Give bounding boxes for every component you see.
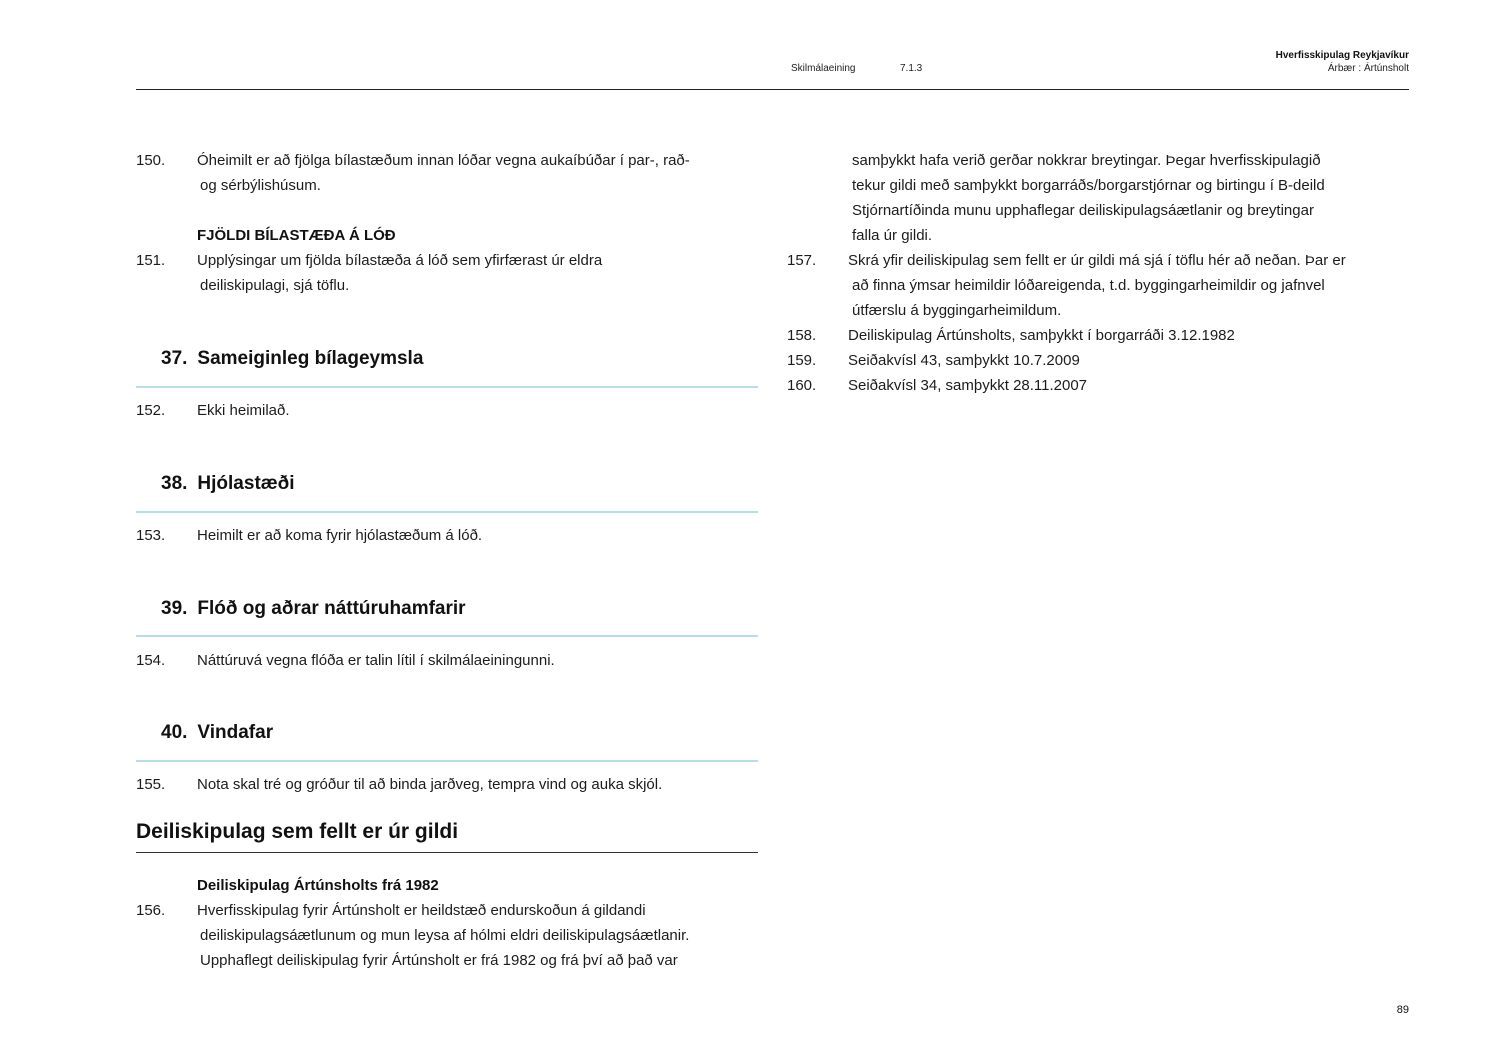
page-number: 89 (1396, 1004, 1409, 1016)
section-number: 40. (161, 722, 188, 743)
item-number: 154. (136, 652, 166, 669)
list-item-153 (136, 523, 761, 548)
list-item-160 (787, 373, 1407, 398)
document-subtitle: Árbær : Ártúnsholt (1327, 63, 1409, 74)
item-number: 160. (787, 377, 817, 394)
section-rule (136, 511, 758, 513)
item-number: 158. (787, 327, 817, 344)
section-heading-37 (161, 347, 423, 371)
section-number: 37. (161, 348, 188, 369)
header-rule (136, 89, 1409, 90)
section-heading-39 (161, 597, 466, 621)
section-heading-40 (161, 721, 273, 745)
item-text-line: Náttúruvá vegna flóða er talin lítil í skilmálaeiningunni. (197, 652, 555, 669)
item-number: 159. (787, 352, 817, 369)
item-text-line: deiliskipulagi, sjá töflu. (200, 277, 350, 294)
item-text-line: Ekki heimilað. (197, 402, 290, 419)
chapter-rule (136, 852, 758, 853)
section-code: 7.1.3 (900, 63, 923, 74)
list-item-156-continued (787, 148, 1407, 248)
section-title: Flóð og aðrar náttúruhamfarir (197, 598, 466, 619)
item-text-line: deiliskipulagsáætlunum og mun leysa af hólmi eldri deiliskipulagsáætlanir. (200, 927, 690, 944)
item-text-line: Skrá yfir deiliskipulag sem fellt er úr gildi má sjá í töflu hér að neðan. Þar er (848, 252, 1346, 269)
section-rule (136, 635, 758, 637)
item-number: 156. (136, 902, 166, 919)
section-number: 39. (161, 598, 188, 619)
section-rule (136, 386, 758, 388)
item-text-line: Nota skal tré og gróður til að binda jarðveg, tempra vind og auka skjól. (197, 776, 663, 793)
item-number: 150. (136, 152, 166, 169)
section-number: 38. (161, 473, 188, 494)
item-text-line: að finna ýmsar heimildir lóðareigenda, t.d. byggingarheimildir og jafnvel (852, 277, 1325, 294)
item-text-line: Seiðakvísl 43, samþykkt 10.7.2009 (848, 352, 1080, 369)
item-text-line: Stjórnartíðinda munu upphaflegar deiliskipulagsáætlanir og breytingar (852, 202, 1314, 219)
item-number: 155. (136, 776, 166, 793)
chapter-title: Deiliskipulag sem fellt er úr gildi (136, 820, 459, 843)
list-item-156 (136, 898, 761, 973)
item-number: 153. (136, 527, 166, 544)
subheading-parking: FJÖLDI BÍLASTÆÐA Á LÓÐ (197, 227, 396, 244)
item-text-line: og sérbýlishúsum. (200, 177, 321, 194)
item-text-line: Seiðakvísl 34, samþykkt 28.11.2007 (848, 377, 1088, 394)
section-heading-38 (161, 472, 295, 496)
item-text-line: Upphaflegt deiliskipulag fyrir Ártúnsholt er frá 1982 og frá því að það var (200, 952, 678, 969)
section-title: Hjólastæði (197, 473, 295, 494)
item-text-line: Deiliskipulag Ártúnsholts, samþykkt í borgarráði 3.12.1982 (848, 327, 1235, 344)
item-text-line: tekur gildi með samþykkt borgarráðs/borgarstjórnar og birtingu í B-deild (852, 177, 1325, 194)
list-item-154 (136, 648, 761, 673)
list-item-150 (136, 148, 761, 198)
list-item-157 (787, 248, 1407, 323)
item-text-line: Heimilt er að koma fyrir hjólastæðum á lóð. (197, 527, 483, 544)
item-text-line: Upplýsingar um fjölda bílastæða á lóð sem yfirfærast úr eldra (197, 252, 603, 269)
item-number: 152. (136, 402, 166, 419)
list-item-158 (787, 323, 1407, 348)
list-item-152 (136, 398, 761, 423)
list-item-151 (136, 248, 761, 298)
item-number: 157. (787, 252, 817, 269)
list-item-155 (136, 772, 761, 797)
item-number: 151. (136, 252, 166, 269)
item-text-line: útfærslu á byggingarheimildum. (852, 302, 1062, 319)
list-item-159 (787, 348, 1407, 373)
item-text-line: falla úr gildi. (852, 227, 933, 244)
item-text-line: samþykkt hafa verið gerðar nokkrar breytingar. Þegar hverfisskipulagið (852, 152, 1321, 169)
section-label: Skilmálaeining (791, 63, 856, 74)
section-title: Sameiginleg bílageymsla (197, 348, 424, 369)
item-text-line: Óheimilt er að fjölga bílastæðum innan lóðar vegna aukaíbúðar í par-, rað- (197, 152, 690, 169)
section-rule (136, 760, 758, 762)
document-title: Hverfisskipulag Reykjavíkur (1275, 50, 1409, 61)
subheading-1982: Deiliskipulag Ártúnsholts frá 1982 (197, 877, 439, 894)
item-text-line: Hverfisskipulag fyrir Ártúnsholt er heildstæð endurskoðun á gildandi (197, 902, 646, 919)
section-title: Vindafar (197, 722, 274, 743)
